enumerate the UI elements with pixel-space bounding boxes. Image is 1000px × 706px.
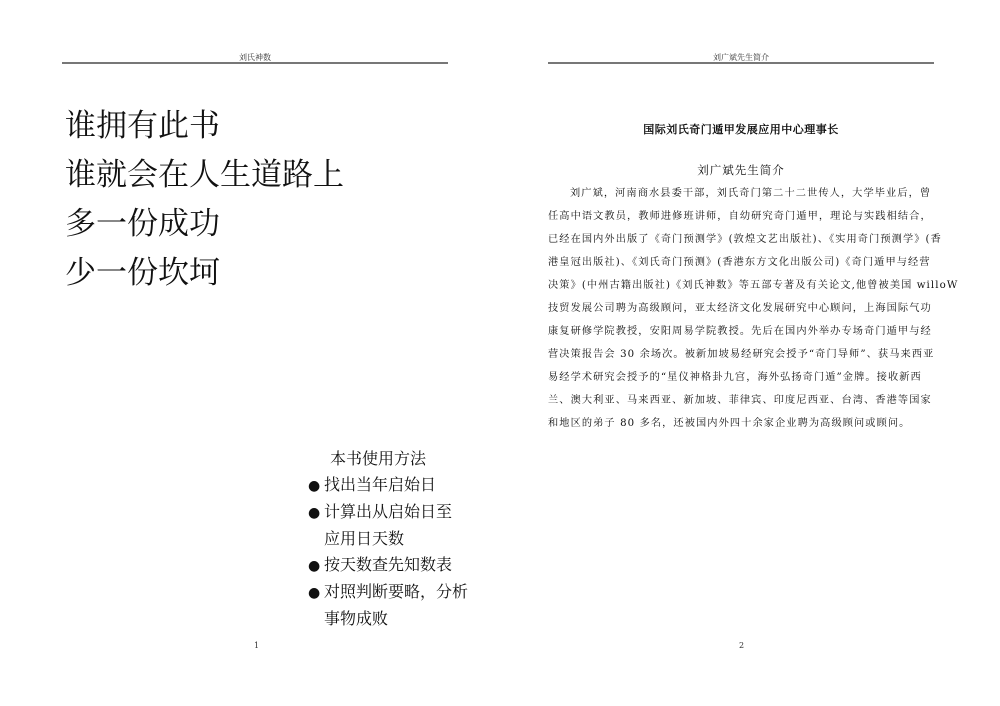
bio-line: 刘广斌，河南商水县委干部，刘氏奇门第二十二世传人，大学毕业后，曾 [570, 188, 932, 199]
slogan-line: 多一份成功 [65, 206, 220, 242]
bio-line: 营决策报告会 30 余场次。被新加坡易经研究会授予“奇门导师”、获马来西亚 [548, 349, 935, 360]
usage-item-continuation: 应用日天数 [324, 529, 405, 548]
bio-body [548, 182, 959, 435]
bullet-icon: ● [308, 585, 321, 601]
bio-line: 任高中语文教员，教师进修班讲师，自幼研究奇门遁甲，理论与实践相结合， [548, 211, 932, 222]
usage-title: 本书使用方法 [330, 449, 427, 468]
slogan-line: 少一份坎坷 [65, 255, 220, 291]
usage-item [308, 552, 468, 579]
usage-item-continuation: 事物成败 [324, 609, 389, 628]
usage-item-text: 找出当年启始日 [324, 475, 437, 494]
bio-line: 兰、澳大利亚、马来西亚、新加坡、菲律宾、印度尼西亚、台湾、香港等国家 [548, 395, 932, 406]
bio-line: 技贸发展公司聘为高级顾问，亚太经济文化发展研究中心顾问，上海国际气功 [548, 303, 932, 314]
usage-item [308, 472, 468, 499]
usage-item-text: 计算出从启始日至 [324, 502, 453, 521]
usage-item [308, 499, 468, 552]
bio-line: 决策》(中州古籍出版社)《刘氏神数》等五部专著及有关论文,他曾被美国 willoW [548, 280, 959, 291]
slogan-line: 谁拥有此书 [65, 108, 220, 144]
header-rule [548, 62, 934, 64]
bio-line: 已经在国内外出版了《奇门预测学》(敦煌文艺出版社)、《实用奇门预测学》(香 [548, 234, 942, 245]
page-number: 1 [254, 641, 260, 650]
bio-line: 康复研修学院教授，安阳周易学院教授。先后在国内外举办专场奇门遁甲与经 [548, 326, 932, 337]
header-rule [62, 62, 448, 64]
slogan [65, 102, 344, 298]
bio-line: 易经学术研究会授予的“星仪神格卦九宫，海外弘扬奇门遁”金牌。接收新西 [548, 372, 922, 383]
bio-title: 刘广斌先生简介 [697, 163, 785, 177]
running-header: 刘氏神数 [239, 53, 271, 62]
running-header: 刘广斌先生简介 [713, 53, 769, 62]
bullet-icon: ● [308, 478, 321, 494]
bullet-icon: ● [308, 558, 321, 574]
role-title: 国际刘氏奇门遁甲发展应用中心理事长 [643, 123, 839, 136]
bullet-icon: ● [308, 505, 321, 521]
usage-item-text: 对照判断要略，分析 [324, 582, 469, 601]
usage-instructions [308, 446, 468, 632]
slogan-line: 谁就会在人生道路上 [65, 157, 344, 193]
right-page [500, 0, 1000, 706]
usage-item-text: 按天数查先知数表 [324, 555, 453, 574]
bio-line: 港皇冠出版社)、《刘氏奇门预测》(香港东方文化出版公司)《奇门遁甲与经营 [548, 257, 931, 268]
bio-line: 和地区的弟子 80 多名，还被国内外四十余家企业聘为高级顾问或顾问。 [548, 418, 911, 429]
page-number: 2 [739, 641, 745, 650]
usage-item [308, 579, 468, 632]
